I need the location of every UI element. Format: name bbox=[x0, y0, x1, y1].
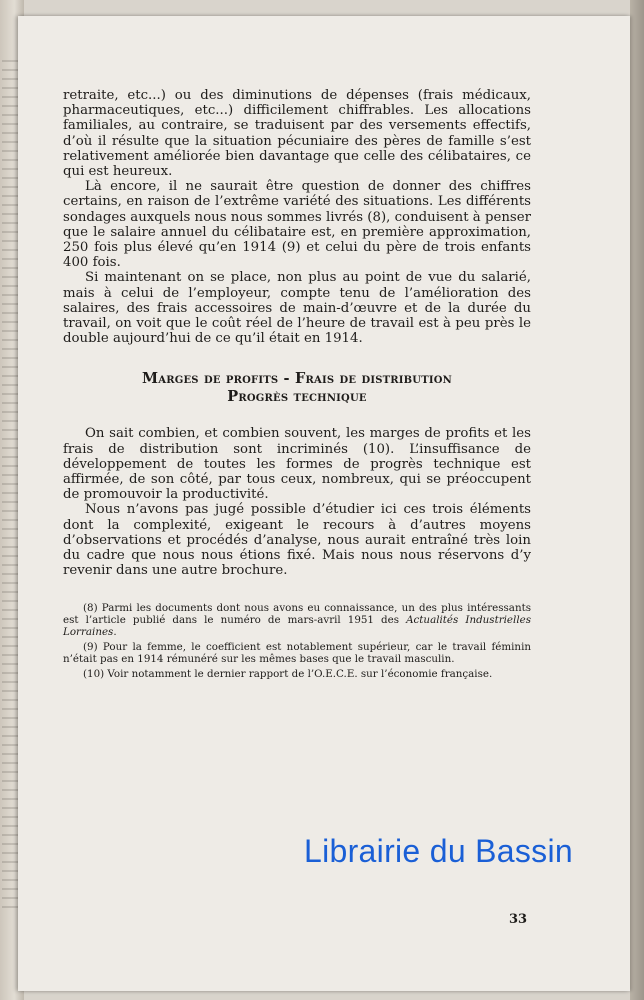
paragraph-2: Là encore, il ne saurait être question de donner des chiffres certains, en raison de l’extrême variété des situations. Les différents sondages auxquels nous nous sommes livrés (8), conduisent à penser que le salaire annuel du célibataire est, en première approximation, 250 fois plus élevé qu’en 1914 (9) et celui du père de trois enfants 400 fois. bbox=[63, 179, 531, 271]
footnote-8-text: (8) Parmi les documents dont nous avons eu connaissance, un des plus intéressants est l’article publié dans le numéro de mars-avril 1951 des bbox=[63, 602, 531, 627]
footnotes bbox=[63, 602, 531, 680]
footnote-10: (10) Voir notamment le dernier rapport de l’O.E.C.E. sur l’économie française. bbox=[83, 668, 493, 681]
page-number: 33 bbox=[509, 912, 528, 927]
footnote-9: (9) Pour la femme, le coefficient est notablement supérieur, car le travail féminin n’était pas en 1914 rémunéré sur les mêmes bases que le travail masculin. bbox=[63, 641, 531, 666]
footnote-8 bbox=[63, 602, 531, 638]
section-heading-line-1: Marges de profits - Frais de distribution bbox=[142, 370, 452, 388]
section-heading-line-2: Progrès technique bbox=[227, 388, 367, 406]
page-content bbox=[63, 88, 531, 683]
right-page-edge bbox=[630, 0, 644, 1000]
bookseller-watermark: Librairie du Bassin bbox=[304, 833, 573, 869]
footnote-8-source: Actualités Industrielles Lorraines bbox=[63, 614, 531, 639]
paragraph-1: retraite, etc...) ou des diminutions de dépenses (frais médicaux, pharmaceutiques, etc...) difficilement chiffrables. Les allocations familiales, au contraire, se traduisent par des versements effectifs, d’où il résulte que la situation pécuniaire des pères de famille s’est relativement améliorée bien davantage que celle des célibataires, ce qui est heureux. bbox=[63, 88, 531, 180]
paragraph-5: Nous n’avons pas jugé possible d’étudier ici ces trois éléments dont la complexité, exigeant le recours à d’autres moyens d’observations et procédés d’analyse, nous aurait entraîné très loin du cadre que nous nous étions fixé. Mais nous nous réservons d’y revenir dans une autre brochure. bbox=[63, 502, 531, 579]
footnote-8-end: . bbox=[113, 626, 117, 639]
left-page-text-fragment bbox=[2, 60, 18, 910]
paragraph-3: Si maintenant on se place, non plus au point de vue du salarié, mais à celui de l’employeur, compte tenu de l’amélioration des salaires, des frais accessoires de main-d’œuvre et de la durée du travail, on voit que le coût réel de l’heure de travail est à peu près le double aujourd’hui de ce qu’il était en 1914. bbox=[63, 270, 531, 347]
paragraph-4: On sait combien, et combien souvent, les marges de profits et les frais de distribution sont incriminés (10). L’insuffisance de développement de toutes les formes de progrès technique est affirmée, de son côté, par tous ceux, nombreux, qui se préoccupent de promouvoir la productivité. bbox=[63, 426, 531, 503]
section-heading bbox=[63, 370, 531, 406]
